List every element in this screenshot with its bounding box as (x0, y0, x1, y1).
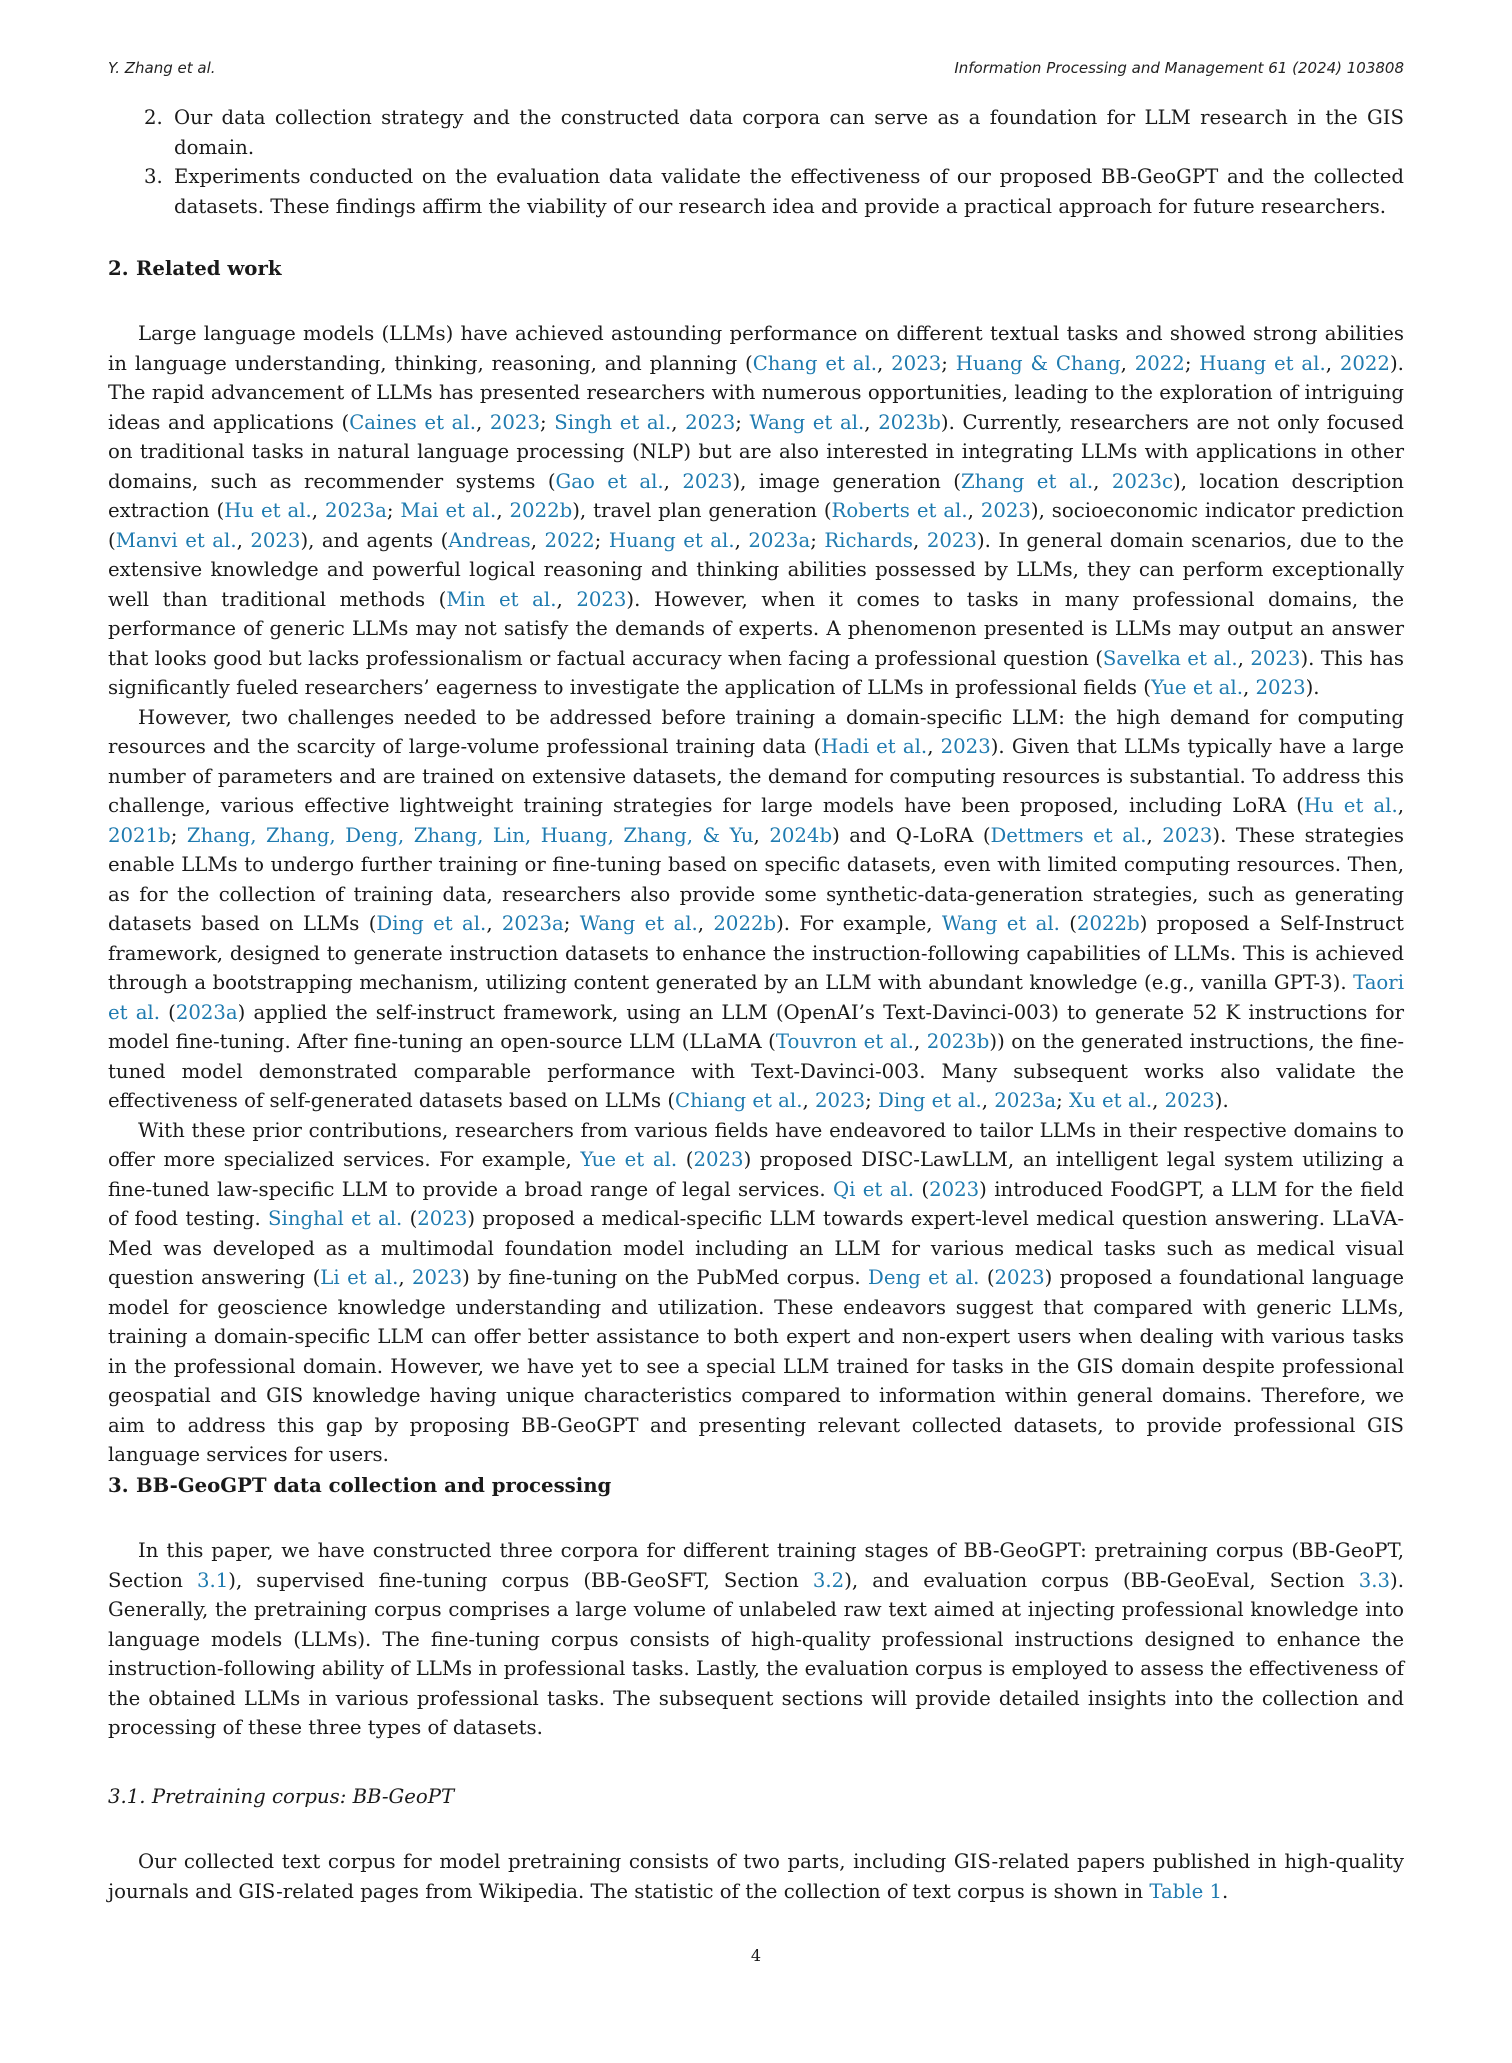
citation-link[interactable]: Hu et al. (224, 499, 312, 522)
paragraph-text: ; (810, 528, 825, 552)
paragraph-text: , (753, 823, 770, 847)
page-number: 4 (750, 1946, 762, 1965)
citation-link[interactable]: 2023 (1164, 1089, 1215, 1112)
citation-link[interactable]: 2023 (576, 587, 627, 611)
citation-link[interactable]: 2023 (693, 1148, 744, 1171)
citation-link[interactable]: Table 1 (1149, 1879, 1223, 1903)
citation-link[interactable]: Caines et al. (349, 410, 476, 434)
paragraph-text: , (1152, 1089, 1165, 1112)
paragraph-text: )) on the generated instructions, the fine-tuned model demonstrated comparable performance with Text-Davinci-003. Many subsequent works also validate the effectiveness of self-generated datasets based on LLMs ( (108, 1030, 1404, 1112)
citation-link[interactable]: Andreas (448, 528, 531, 552)
citation-link[interactable]: 2022 (544, 528, 595, 552)
paragraph-text: , (1120, 351, 1135, 375)
paragraph-text: ) proposed DISC-LawLLM, an intelligent legal system utilizing a fine-tuned law-specific LLM to provide a broad range of legal services. (108, 1148, 1404, 1201)
citation-link[interactable]: Taori et al. (108, 971, 1404, 1024)
citation-link[interactable]: 2023 (980, 499, 1031, 522)
citation-link[interactable]: 2023 (682, 469, 733, 493)
paragraph-text: ; (594, 528, 609, 552)
citation-link[interactable]: Ding et al. (878, 1089, 982, 1112)
list-item-number: 3. (144, 165, 163, 188)
paragraph-text: ; (941, 351, 956, 375)
paragraph-text: ) and Q-LoRA ( (832, 823, 991, 847)
pretraining-body (108, 1847, 1404, 1906)
citation-link[interactable]: 2023 (994, 1266, 1045, 1289)
list-item-text: Our data collection strategy and the constructed data corpora can serve as a foundation for LLM research in the GIS domain. (174, 106, 1404, 159)
citation-link[interactable]: Chang et al. (752, 351, 878, 375)
citation-link[interactable]: 2023 (815, 1089, 866, 1112)
paragraph-text: ). Given that LLMs typically have a large number of parameters and are trained on extensive datasets, the demand for computing resources is substantial. To address this challenge, various effective lightweight training strategies for large models have been proposed, including LoRA ( (108, 735, 1404, 817)
section-title: BB-GeoGPT data collection and processing (136, 1474, 612, 1497)
paragraph-text: , (556, 587, 577, 611)
citation-link[interactable]: 2022 (1339, 351, 1390, 375)
paragraph-text: , (913, 1030, 927, 1053)
citation-link[interactable]: 3.2 (812, 1568, 845, 1592)
paragraph-text: , (981, 1089, 995, 1112)
citation-link[interactable]: Wang et al. (941, 912, 1060, 935)
paragraph-text: ), image generation ( (732, 469, 961, 493)
paragraph-text: ; (539, 410, 555, 434)
paragraph-text: ), supervised fine-tuning corpus (BB-GeoSFT, Section (228, 1568, 813, 1592)
citation-link[interactable]: Singh et al. (554, 410, 672, 434)
citation-link[interactable]: 2023 (1250, 646, 1301, 670)
citation-link[interactable]: Yue et al. (1150, 676, 1243, 699)
paragraph-text: , (734, 528, 749, 552)
paragraph-text: ) proposed a medical-specific LLM towards expert-level medical question answering. LLaVA-Med was developed as a multimodal foundation model including an LLM for various medical tasks such as medical visual question answering ( (108, 1207, 1404, 1289)
citation-link[interactable]: Savelka et al. (1102, 646, 1238, 670)
citation-link[interactable]: Yue et al. (580, 1148, 678, 1171)
contribution-list (108, 103, 1404, 221)
paragraph-text: ( (402, 1207, 418, 1230)
paragraph-text: ; (865, 1089, 879, 1112)
citation-link[interactable]: Xu et al. (1069, 1089, 1153, 1112)
citation-link[interactable]: Wang et al. (749, 410, 865, 434)
citation-link[interactable]: Min et al. (446, 587, 557, 611)
citation-link[interactable]: 3.3 (1358, 1568, 1391, 1592)
citation-link[interactable]: Manvi et al. (115, 528, 237, 552)
paragraph-text: ). The rapid advancement of LLMs has presented researchers with numerous opportunities, leading to the exploration of intriguing ideas and applications ( (108, 351, 1404, 434)
paragraph-text: ; (1184, 351, 1200, 375)
citation-link[interactable]: 2023c (1111, 469, 1174, 493)
list-item (108, 162, 1404, 221)
paragraph-text: , (697, 912, 714, 935)
list-item-number: 2. (144, 106, 163, 129)
paragraph-text: , (671, 410, 686, 434)
paragraph (108, 703, 1404, 1116)
paragraph-text: Our collected text corpus for model pretraining consists of two parts, including GIS-related papers published in high-quality journals and GIS-related pages from Wikipedia. The statistic of the collection of text corpus is shown in (108, 1850, 1404, 1903)
citation-link[interactable]: Richards (824, 528, 914, 552)
paragraph-text: ; (386, 499, 401, 522)
paragraph-text: ) by fine-tuning on the PubMed corpus. (462, 1266, 869, 1289)
paragraph-text: , (1325, 351, 1340, 375)
paragraph-text: , (1242, 676, 1256, 699)
citation-link[interactable]: 2023 (417, 1207, 468, 1230)
citation-link[interactable]: Chiang et al. (675, 1089, 803, 1112)
citation-link[interactable]: Wang et al. (579, 912, 698, 935)
paragraph-text: . (1222, 1879, 1229, 1903)
citation-link[interactable]: Dettmers et al. (990, 823, 1147, 847)
paragraph-text: , (913, 528, 927, 552)
citation-link[interactable]: 2023 (940, 735, 991, 758)
citation-link[interactable]: Singhal et al. (268, 1207, 403, 1230)
paragraph-text: , (663, 469, 683, 493)
paragraph-text: ), socioeconomic indicator prediction ( (108, 499, 1404, 552)
paragraph-text: However, two challenges needed to be addressed before training a domain-specific LLM: the high demand for computing resources and the scarcity of large-volume professional training data ( (108, 705, 1404, 758)
citation-link[interactable]: 2022b (509, 499, 573, 522)
paragraph-text: ). (1214, 1089, 1229, 1112)
paragraph-text: ), and evaluation corpus (BB-GeoEval, Section (844, 1568, 1359, 1592)
paragraph-text: ; (735, 410, 750, 434)
citation-link[interactable]: Mai et al. (400, 499, 497, 522)
paragraph-text: , (864, 410, 879, 434)
paragraph-text: , (967, 499, 981, 522)
citation-link[interactable]: 3.1 (196, 1568, 229, 1592)
paragraph-text: , (530, 528, 545, 552)
paragraph-text: , (877, 351, 892, 375)
citation-link[interactable]: 2023 (412, 1266, 463, 1289)
paragraph-text: , (1146, 823, 1163, 847)
citation-link[interactable]: 2023 (489, 410, 540, 434)
list-item-text: Experiments conducted on the evaluation data validate the effectiveness of our proposed BB-GeoGPT and the collected datasets. These findings affirm the viability of our research idea and provide a practical approach for future researchers. (174, 165, 1404, 218)
paragraph (108, 1847, 1404, 1906)
paragraph-text: , (1237, 646, 1251, 670)
citation-link[interactable]: 2023 (891, 351, 942, 375)
header-journal: Information Processing and Management 61 (2024) 103808 (954, 59, 1404, 77)
paragraph-text: , (496, 499, 510, 522)
citation-link[interactable]: 2024b (769, 823, 833, 847)
citation-link[interactable]: Zhang, Zhang, Deng, Zhang, Lin, Huang, Zhang, & Yu (186, 823, 754, 847)
citation-link[interactable]: Ding et al. (376, 912, 487, 935)
citation-link[interactable]: 2023a (324, 499, 387, 522)
paragraph-text: ) applied the self-instruct framework, using an LLM (OpenAI’s Text-Davinci-003) to generate 52 K instructions for model fine-tuning. After fine-tuning an open-source LLM (LLaMA ( (108, 1000, 1404, 1053)
paragraph-text: ; (1056, 1089, 1070, 1112)
paragraph (108, 1536, 1404, 1743)
citation-link[interactable]: 2023a (994, 1089, 1057, 1112)
list-item (108, 103, 1404, 162)
paragraph-text: , (475, 410, 490, 434)
subsection-number: 3.1. (108, 1785, 146, 1808)
paragraph-text: ) introduced FoodGPT, a LLM for the field of food testing. (108, 1177, 1404, 1230)
citation-link[interactable]: Zhang et al. (960, 469, 1094, 493)
paragraph (108, 319, 1404, 703)
citation-link[interactable]: Deng et al. (868, 1266, 980, 1289)
paragraph-text: ). However, when it comes to tasks in many professional domains, the performance of generic LLMs may not satisfy the demands of experts. A phenomenon presented is LLMs may output an answer that looks good but lacks professionalism or factual accuracy when facing a professional question ( (108, 587, 1404, 670)
paragraph-text: ), location description extraction ( (108, 469, 1404, 522)
citation-link[interactable]: 2023b (878, 410, 941, 434)
citation-link[interactable]: 2023b (926, 1030, 990, 1053)
citation-link[interactable]: Roberts et al. (831, 499, 968, 522)
paragraph-text: With these prior contributions, researchers from various fields have endeavored to tailor LLMs in their respective domains to offer more specialized services. For example, (108, 1118, 1404, 1171)
paragraph-text: Large language models (LLMs) have achieved astounding performance on different textual tasks and showed strong abilities in language understanding, thinking, reasoning, and planning ( (108, 322, 1404, 375)
citation-link[interactable]: 2023 (929, 1177, 980, 1201)
paragraph-text: ( (1059, 912, 1077, 935)
paragraph-text: ). These strategies enable LLMs to undergo further training or fine-tuning based on specific datasets, even with limited computing resources. Then, as for the collection of training data, researchers also provide some synthetic-data-generation strategies, such as generating datasets based on LLMs ( (108, 823, 1404, 935)
paragraph-text: ( (677, 1148, 694, 1171)
paragraph-text: , (236, 528, 251, 552)
citation-link[interactable]: Hu et al. (1303, 794, 1398, 817)
citation-link[interactable]: 2023a (748, 528, 811, 552)
paragraph-text: ), and agents ( (300, 528, 449, 552)
section-number: 2. (108, 257, 129, 280)
paragraph-text: ( (160, 1000, 176, 1024)
citation-link[interactable]: 2022b (713, 912, 777, 935)
citation-link[interactable]: 2023a (175, 1000, 238, 1024)
paragraph-text: ; (563, 912, 580, 935)
paragraph-text: ), travel plan generation ( (572, 499, 832, 522)
subsection-title: Pretraining corpus: BB-GeoPT (151, 1785, 455, 1808)
citation-link[interactable]: 2023 (1162, 823, 1213, 847)
citation-link[interactable]: Gao et al. (555, 469, 664, 493)
citation-link[interactable]: 2021b (108, 823, 171, 847)
paragraph-text: ; (170, 823, 187, 847)
citation-link[interactable]: Qi et al. (832, 1177, 915, 1201)
paragraph-text: ) proposed a foundational language model for geoscience knowledge understanding and utilization. These endeavors suggest that compared with generic LLMs, training a domain-specific LLM can offer better assistance to both expert and non-expert users when dealing with various tasks in the professional domain. However, we have yet to see a special LLM trained for tasks in the GIS domain despite professional geospatial and GIS knowledge having unique characteristics compared to information within general domains. Therefore, we aim to address this gap by proposing BB-GeoGPT and presenting relevant collected datasets, to provide professional GIS language services for users. (108, 1266, 1404, 1466)
paragraph-text: , (1093, 469, 1112, 493)
citation-link[interactable]: 2023 (250, 528, 301, 552)
paragraph-text: ). (1305, 676, 1320, 699)
citation-link[interactable]: Huang et al. (608, 528, 735, 552)
citation-link[interactable]: 2023a (501, 912, 564, 935)
subsection-heading-pretraining (108, 1782, 454, 1812)
citation-link[interactable]: 2023 (1255, 676, 1306, 699)
section-heading-related-work (108, 254, 281, 284)
paragraph-text: ). This has significantly fueled researchers’ eagerness to investigate the application of LLMs in professional fields ( (108, 646, 1404, 699)
paragraph-text: , (486, 912, 502, 935)
data-collection-body (108, 1536, 1404, 1743)
citation-link[interactable]: 2023 (685, 410, 736, 434)
header-authors: Y. Zhang et al. (108, 59, 216, 77)
citation-link[interactable]: Touvron et al. (775, 1030, 914, 1053)
paragraph-text: ) proposed a Self-Instruct framework, designed to generate instruction datasets to enhance the instruction-following capabilities of LLMs. This is achieved through a bootstrapping mechanism, utilizing content generated by an LLM with abundant knowledge (e.g., vanilla GPT-3). (108, 912, 1404, 994)
paragraph-text: ). Generally, the pretraining corpus comprises a large volume of unlabeled raw text aimed at injecting professional knowledge into language models (LLMs). The fine-tuning corpus consists of high-quality professional instructions designed to enhance the instruction-following ability of LLMs in professional tasks. Lastly, the evaluation corpus is employed to assess the effectiveness of the obtained LLMs in various professional tasks. The subsequent sections will provide detailed insights into the collection and processing of these three types of datasets. (108, 1568, 1405, 1739)
paragraph (108, 1116, 1404, 1470)
citation-link[interactable]: 2023 (926, 528, 977, 552)
citation-link[interactable]: Li et al. (320, 1266, 399, 1289)
paragraph-text: ( (979, 1266, 995, 1289)
citation-link[interactable]: Huang & Chang (955, 351, 1121, 375)
citation-link[interactable]: Hadi et al. (821, 735, 928, 758)
section-title: Related work (136, 257, 282, 280)
citation-link[interactable]: 2022b (1076, 912, 1140, 935)
paragraph-text: , (398, 1266, 413, 1289)
section-heading-data-collection (108, 1471, 611, 1501)
paragraph-text: ). For example, (776, 912, 942, 935)
related-work-body (108, 319, 1404, 1470)
paragraph-text: ( (914, 1177, 930, 1201)
paragraph-text: , (1397, 794, 1404, 817)
paragraph-text: , (927, 735, 941, 758)
paragraph-text: ). Currently, researchers are not only focused on traditional tasks in natural language processing (NLP) but are also interested in integrating LLMs with applications in other domains, such as recommender systems ( (108, 410, 1404, 493)
citation-link[interactable]: 2022 (1134, 351, 1185, 375)
paragraph-text: ). In general domain scenarios, due to the extensive knowledge and powerful logical reasoning and thinking abilities possessed by LLMs, they can perform exceptionally well than traditional methods ( (108, 528, 1404, 611)
paragraph-text: In this paper, we have constructed three corpora for different training stages of BB-GeoGPT: pretraining corpus (BB-GeoPT, Section (108, 1539, 1404, 1592)
section-number: 3. (108, 1474, 129, 1497)
paragraph-text: , (802, 1089, 816, 1112)
citation-link[interactable]: Huang et al. (1199, 351, 1326, 375)
paragraph-text: , (311, 499, 325, 522)
